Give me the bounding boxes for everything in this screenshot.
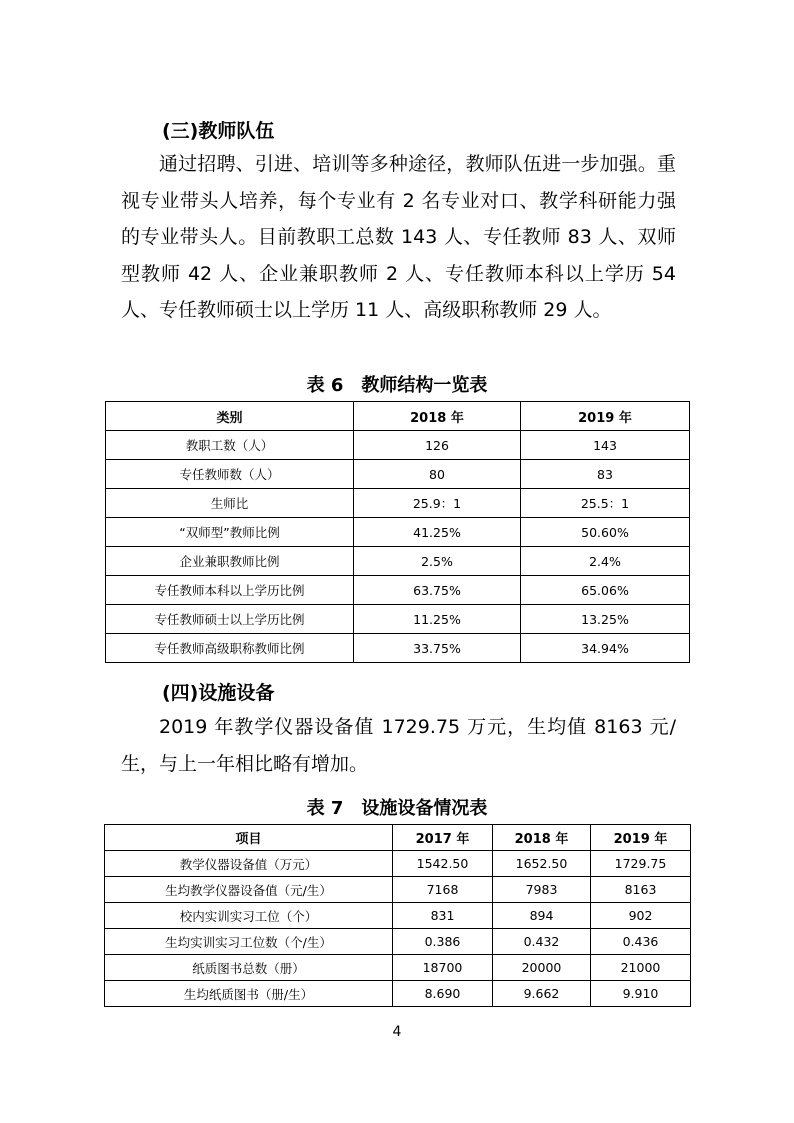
table-cell: 教职工数（人） (106, 431, 354, 460)
paragraph-facilities: 2019 年教学仪器设备值 1729.75 万元，生均值 8163 元/生，与上一年相比略有增加。 (121, 716, 676, 775)
table-cell: 纸质图书总数（册） (105, 955, 393, 981)
table-cell: 34.94% (521, 634, 690, 663)
table-row (105, 877, 691, 903)
table-cell: 1729.75 (591, 851, 691, 877)
table-cell: 126 (354, 431, 521, 460)
table-cell: “双师型”教师比例 (106, 518, 354, 547)
table-cell: 2.4% (521, 547, 690, 576)
table-cell: 63.75% (354, 576, 521, 605)
table-row (105, 851, 691, 877)
table-cell: 专任教师高级职称教师比例 (106, 634, 354, 663)
table-cell: 0.436 (591, 929, 691, 955)
column-header: 项目 (105, 825, 393, 851)
table-row (106, 634, 690, 663)
column-header: 2019 年 (521, 402, 690, 431)
table-row (106, 518, 690, 547)
facilities-table (104, 824, 691, 1007)
section-heading-facilities: (四)设施设备 (162, 682, 275, 704)
table-cell: 21000 (591, 955, 691, 981)
table-cell: 25.5：1 (521, 489, 690, 518)
table-cell: 1652.50 (493, 851, 591, 877)
table-cell: 83 (521, 460, 690, 489)
page-number: 4 (392, 1024, 402, 1040)
table-cell: 894 (493, 903, 591, 929)
table-header-row (105, 825, 691, 851)
table-cell: 教学仪器设备值（万元） (105, 851, 393, 877)
teacher-structure-table (105, 401, 690, 663)
table-row (106, 489, 690, 518)
table-cell: 20000 (493, 955, 591, 981)
table-cell: 831 (393, 903, 493, 929)
table-cell: 生均实训实习工位数（个/生） (105, 929, 393, 955)
table-cell: 11.25% (354, 605, 521, 634)
table-row (106, 605, 690, 634)
table-row (106, 431, 690, 460)
table-row (106, 547, 690, 576)
table7-caption: 表 7 设施设备情况表 (306, 798, 488, 819)
table-cell: 7983 (493, 877, 591, 903)
table-cell: 生师比 (106, 489, 354, 518)
table-row (105, 929, 691, 955)
table-cell: 13.25% (521, 605, 690, 634)
table-cell: 8163 (591, 877, 691, 903)
table-cell: 65.06% (521, 576, 690, 605)
table-cell: 8.690 (393, 981, 493, 1007)
table-cell: 902 (591, 903, 691, 929)
table-row (105, 981, 691, 1007)
table6-caption: 表 6 教师结构一览表 (306, 375, 488, 396)
paragraph-teachers: 通过招聘、引进、培训等多种途径，教师队伍进一步加强。重视专业带头人培养，每个专业有 2 名专业对口、教学科研能力强的专业带头人。目前教职工总数 143 人、专任教师 83 人、双师型教师 42 人、企业兼职教师 2 人、专任教师本科以上学历 54 人、专任教师硕士以上学历 11 人、高级职称教师 29 人。 (121, 153, 676, 321)
section-heading-teachers: (三)教师队伍 (162, 120, 275, 142)
table-cell: 50.60% (521, 518, 690, 547)
table-cell: 专任教师硕士以上学历比例 (106, 605, 354, 634)
table-row (106, 460, 690, 489)
table-cell: 143 (521, 431, 690, 460)
column-header: 2018 年 (354, 402, 521, 431)
column-header: 类别 (106, 402, 354, 431)
table-cell: 41.25% (354, 518, 521, 547)
table-cell: 校内实训实习工位（个） (105, 903, 393, 929)
table-cell: 1542.50 (393, 851, 493, 877)
column-header: 2019 年 (591, 825, 691, 851)
table-cell: 企业兼职教师比例 (106, 547, 354, 576)
table-header-row (106, 402, 690, 431)
table-cell: 生均教学仪器设备值（元/生） (105, 877, 393, 903)
table-cell: 0.432 (493, 929, 591, 955)
column-header: 2018 年 (493, 825, 591, 851)
table-cell: 专任教师数（人） (106, 460, 354, 489)
table-cell: 生均纸质图书（册/生） (105, 981, 393, 1007)
table-cell: 18700 (393, 955, 493, 981)
column-header: 2017 年 (393, 825, 493, 851)
table-cell: 0.386 (393, 929, 493, 955)
table-cell: 专任教师本科以上学历比例 (106, 576, 354, 605)
table-row (105, 955, 691, 981)
table-row (106, 576, 690, 605)
table-cell: 25.9：1 (354, 489, 521, 518)
table-cell: 9.662 (493, 981, 591, 1007)
table-cell: 7168 (393, 877, 493, 903)
table-cell: 33.75% (354, 634, 521, 663)
table-cell: 80 (354, 460, 521, 489)
table-cell: 9.910 (591, 981, 691, 1007)
table-row (105, 903, 691, 929)
table-cell: 2.5% (354, 547, 521, 576)
